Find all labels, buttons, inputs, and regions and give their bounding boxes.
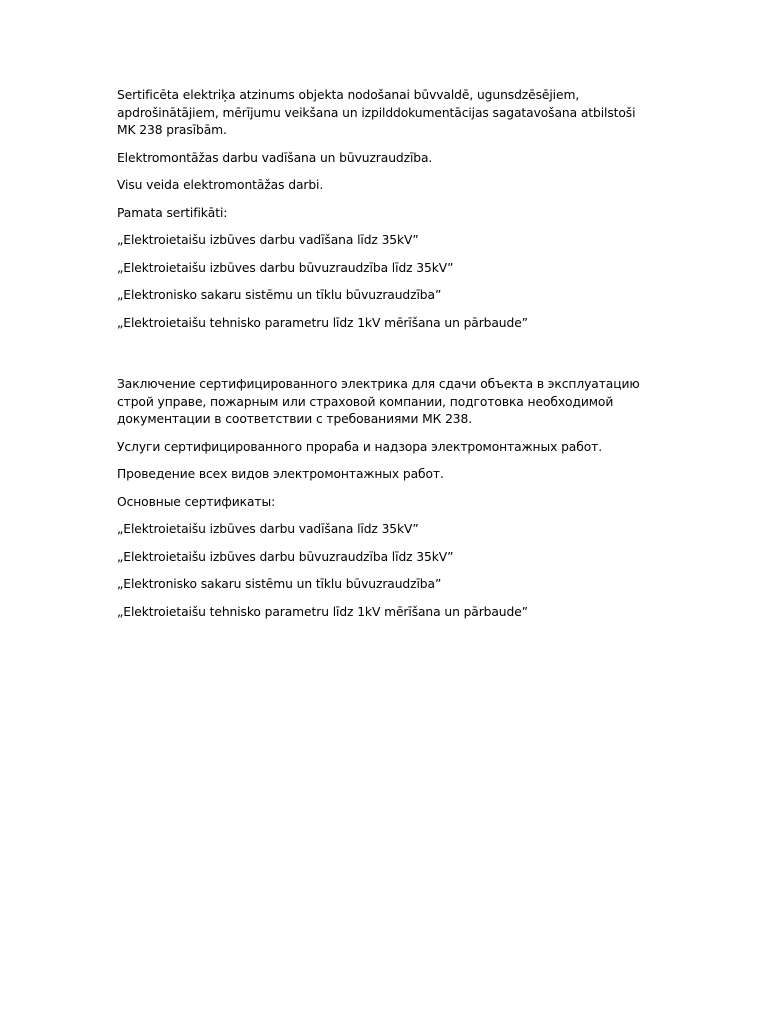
certificate-item-lv: „Elektroietaišu izbūves darbu vadīšana līdz 35kV” bbox=[117, 233, 419, 247]
certificate-item-lv: „Elektronisko sakaru sistēmu un tīklu būvuzraudzība” bbox=[117, 288, 442, 302]
latvian-section bbox=[117, 87, 657, 342]
certificate-item-ru: „Elektroietaišu tehnisko parametru līdz 1kV mērīšana un pārbaude” bbox=[117, 604, 528, 619]
service-paragraph-ru: Проведение всех видов электромонтажных работ. bbox=[117, 467, 444, 481]
certificate-item-ru: „Elektronisko sakaru sistēmu un tīklu būvuzraudzība” bbox=[117, 577, 442, 591]
intro-paragraph-lv: Sertificēta elektriķa atzinums objekta nodošanai būvvaldē, ugunsdzēsējiem, apdrošinātājiem, mērījumu veikšana un izpilddokumentācijas sagatavošana atbilstoši MK 238 prasībām. bbox=[117, 88, 636, 137]
russian-section bbox=[117, 376, 657, 631]
service-paragraph-lv: Visu veida elektromontāžas darbi. bbox=[117, 178, 324, 192]
certificate-item-ru: „Elektroietaišu izbūves darbu būvuzraudzība līdz 35kV” bbox=[117, 549, 454, 564]
intro-paragraph-ru: Заключение сертифицированного электрика для сдачи объекта в эксплуатацию строй управе, пожарным или страховой компании, подготовка необходимой документации в соответствии с требованиями МК 238. bbox=[117, 377, 640, 426]
certificate-item-lv: „Elektroietaišu izbūves darbu būvuzraudzība līdz 35kV” bbox=[117, 260, 454, 275]
certificates-heading-lv: Pamata sertifikāti: bbox=[117, 205, 228, 220]
certificate-item-ru: „Elektroietaišu izbūves darbu vadīšana līdz 35kV” bbox=[117, 522, 419, 536]
service-paragraph-ru: Услуги сертифицированного прораба и надзора электромонтажных работ. bbox=[117, 439, 603, 454]
service-paragraph-lv: Elektromontāžas darbu vadīšana un būvuzraudzība. bbox=[117, 150, 433, 165]
certificates-heading-ru: Основные сертификаты: bbox=[117, 494, 276, 509]
certificate-item-lv: „Elektroietaišu tehnisko parametru līdz 1kV mērīšana un pārbaude” bbox=[117, 315, 528, 330]
